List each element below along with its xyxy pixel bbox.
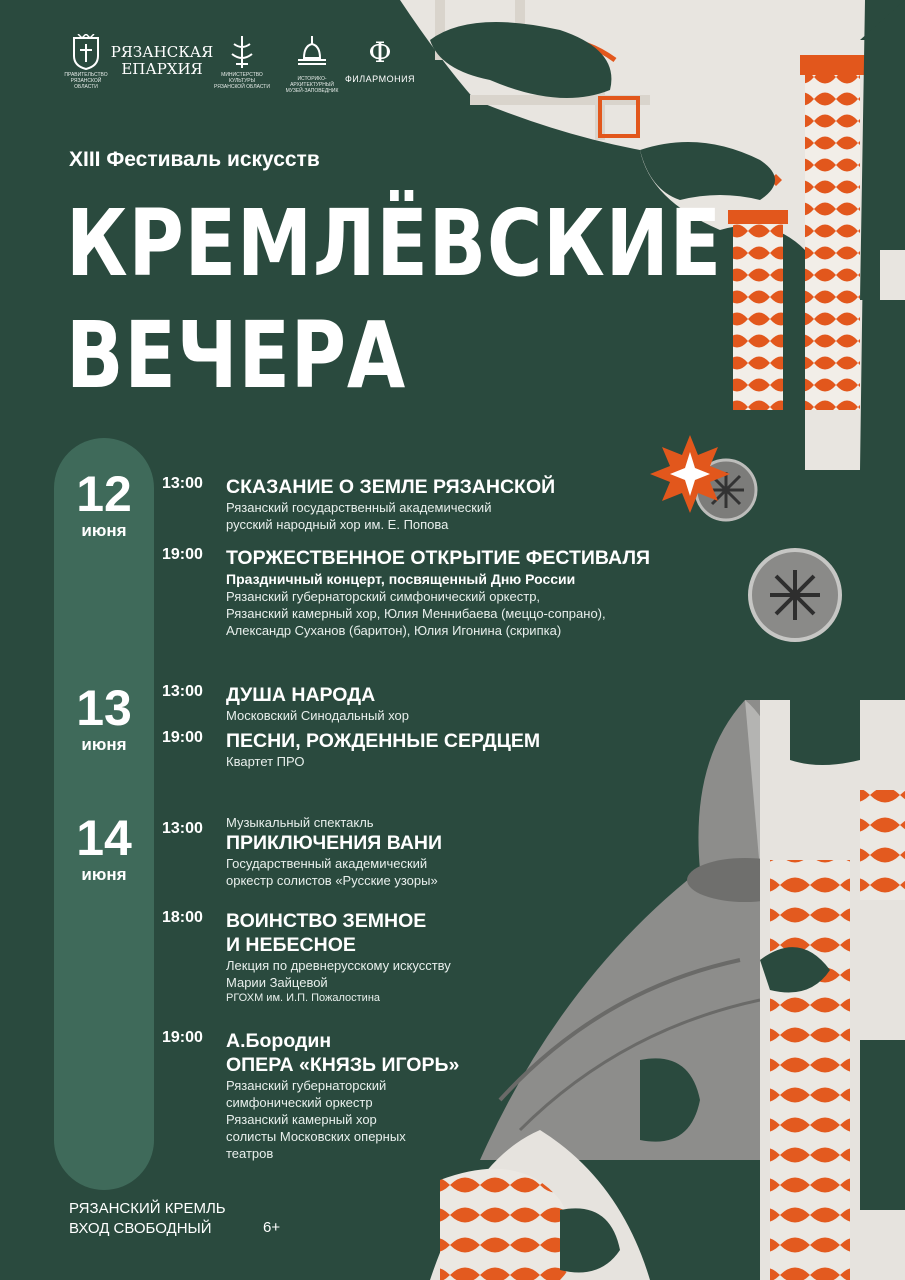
festival-title-line2: ВЕЧЕРА: [66, 302, 407, 409]
event-time: 13:00: [162, 820, 203, 837]
date-13: [54, 680, 154, 755]
date-14: [54, 810, 154, 885]
day-number: 14: [76, 810, 132, 866]
event-time: 18:00: [162, 909, 203, 926]
event-description: Рязанский государственный академический русский народный хор им. Е. Попова: [226, 500, 492, 532]
event-time: 19:00: [162, 546, 203, 563]
event-time: 19:00: [162, 1029, 203, 1046]
coat-of-arms-logo: [62, 34, 110, 100]
ministry-culture-icon: [227, 34, 257, 70]
kremlin-museum-icon: [292, 34, 332, 74]
event-description: Лекция по древнерусскому искусству Марии Зайцевой: [226, 958, 451, 990]
event-description: Рязанский губернаторский симфонический оркестр Рязанский камерный хор солисты Московских оперных театров: [226, 1078, 406, 1161]
event-title: ПЕСНИ, РОЖДЕННЫЕ СЕРДЦЕМ: [226, 730, 541, 752]
event-title: ВОИНСТВО ЗЕМНОЕ И НЕБЕСНОЕ: [226, 910, 427, 956]
coat-of-arms-caption: ПРАВИТЕЛЬСТВО РЯЗАНСКОЙ ОБЛАСТИ: [64, 72, 108, 90]
philharmonic-icon: Ф: [368, 36, 392, 69]
festival-title-line1: КРЕМЛЁВСКИЕ: [66, 190, 722, 297]
event-title: ТОРЖЕСТВЕННОЕ ОТКРЫТИЕ ФЕСТИВАЛЯ: [226, 547, 651, 569]
philharmonic-caption: ФИЛАРМОНИЯ: [344, 74, 416, 84]
event-time: 13:00: [162, 683, 203, 700]
age-rating: 6+: [263, 1219, 281, 1236]
diocese-logo: [110, 34, 214, 100]
festival-title: [66, 188, 722, 412]
coat-of-arms-icon: [72, 34, 100, 70]
day-number: 13: [76, 680, 132, 736]
day-number: 12: [76, 466, 132, 522]
event-title: ПРИКЛЮЧЕНИЯ ВАНИ: [226, 832, 443, 854]
event-title: СКАЗАНИЕ О ЗЕМЛЕ РЯЗАНСКОЙ: [226, 476, 556, 498]
festival-subtitle: XIII Фестиваль искусств: [69, 148, 320, 171]
venue-label: РЯЗАНСКИЙ КРЕМЛЬ: [69, 1200, 226, 1217]
event-venue: РГОХМ им. И.П. Пожалостина: [226, 992, 381, 1004]
event-description: Государственный академический оркестр солистов «Русские узоры»: [226, 856, 438, 888]
admission-label: ВХОД СВОБОДНЫЙ: [69, 1220, 212, 1237]
event-description: Московский Синодальный хор: [226, 708, 410, 723]
event-genre: Музыкальный спектакль: [226, 815, 374, 830]
date-12: [54, 466, 154, 541]
diocese-title: РЯЗАНСКАЯ ЕПАРХИЯ: [110, 43, 214, 78]
event-description: Квартет ПРО: [226, 754, 305, 769]
day-month: июня: [81, 735, 127, 754]
kremlin-museum-caption: ИСТОРИКО-АРХИТЕКТУРНЫЙ МУЗЕЙ-ЗАПОВЕДНИК: [285, 76, 339, 94]
event-title: А.Бородин ОПЕРА «КНЯЗЬ ИГОРЬ»: [226, 1030, 460, 1076]
day-month: июня: [81, 865, 127, 884]
event-time: 13:00: [162, 475, 203, 492]
footer-info: [69, 1199, 226, 1239]
day-month: июня: [81, 521, 127, 540]
event-description: Рязанский губернаторский симфонический оркестр, Рязанский камерный хор, Юлия Меннибаева (меццо-сопрано), Александр Суханов (баритон), Юлия Игонина (скрипка): [226, 589, 606, 638]
ministry-culture-logo: [212, 34, 272, 100]
event-time: 19:00: [162, 729, 203, 746]
event-subtitle: Праздничный концерт, посвященный Дню России: [226, 571, 576, 587]
kremlin-museum-logo: [284, 34, 340, 100]
philharmonic-logo: [344, 34, 416, 100]
ministry-culture-caption: МИНИСТЕРСТВО КУЛЬТУРЫ РЯЗАНСКОЙ ОБЛАСТИ: [214, 72, 270, 90]
event-title: ДУША НАРОДА: [226, 684, 376, 706]
